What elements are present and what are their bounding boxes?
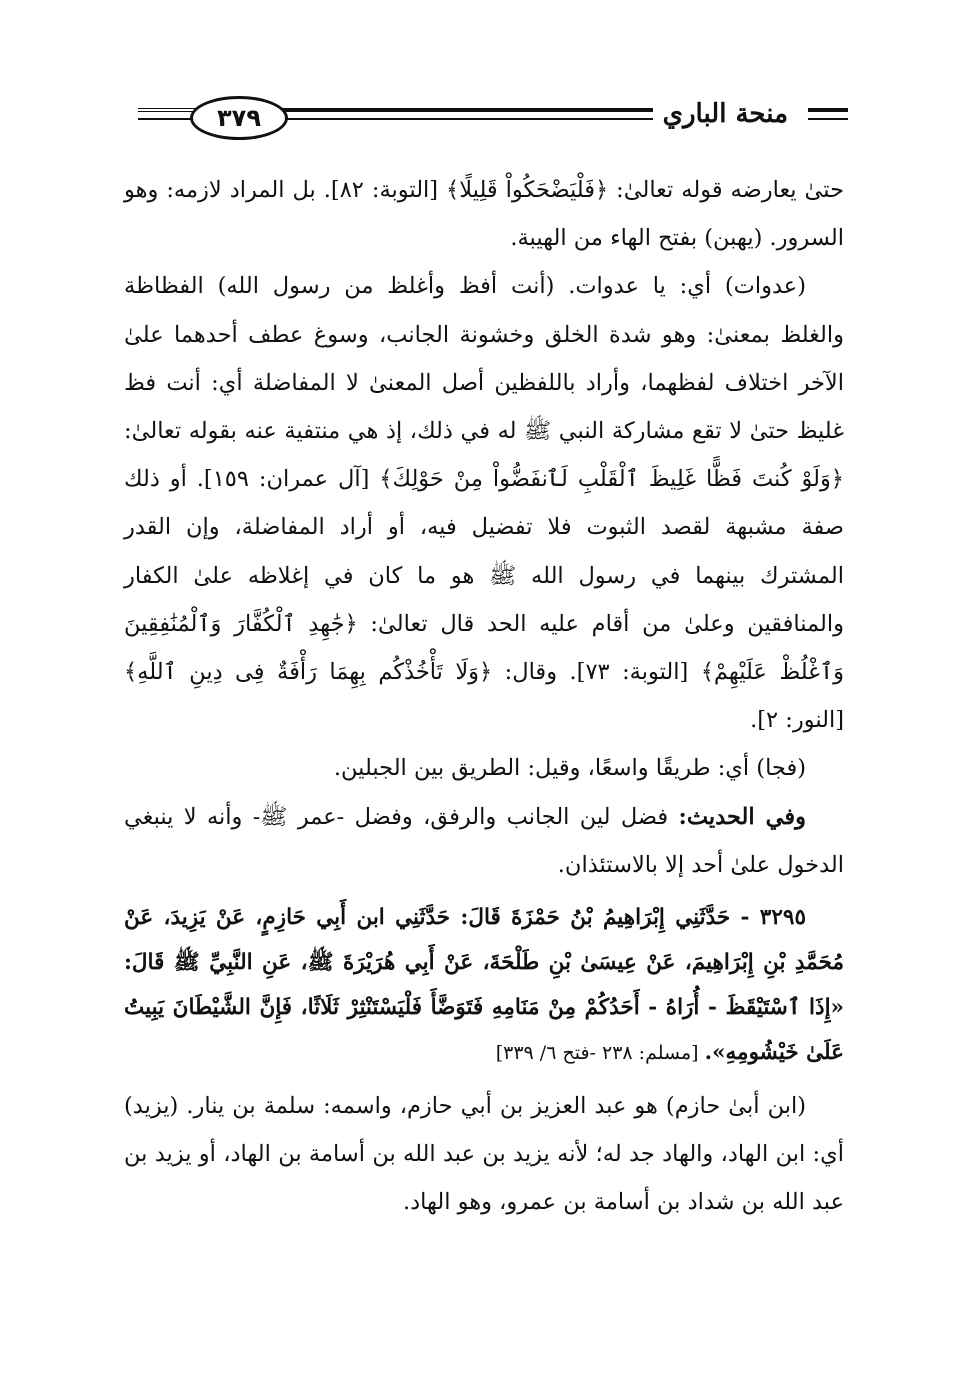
hadith-reference: [مسلم: ٢٣٨ -فتح ٦/ ٣٣٩]	[495, 1042, 705, 1065]
paragraph-fajja: (فجا) أي: طريقًا واسعًا، وقيل: الطريق بين الجبلين.	[333, 755, 806, 782]
paragraph-lead: وفي الحديث:	[678, 803, 807, 830]
page-body	[124, 166, 844, 1227]
page-number: ٣٧٩	[217, 104, 261, 132]
running-title: منحة الباري	[653, 94, 798, 134]
header-rule-right	[808, 108, 848, 112]
page-header	[128, 94, 848, 144]
paragraph-commentary: (ابن أبىٰ حازم) هو عبد العزيز بن أبي حازم، واسمه: سلمة بن ينار. (يزيد) أي: ابن الهاد، والهاد جد له؛ لأنه يزيد بن عبد الله بن أسامة بن الهاد، أو يزيد بن عبد الله بن شداد بن أسامة بن عمرو، وهو الهاد.	[124, 1093, 844, 1216]
paragraph-continuation: حتىٰ يعارضه قوله تعالىٰ: ﴿فَلْيَضْحَكُواْ قَلِيلًا﴾ [التوبة: ٨٢]. بل المراد لازمه: وهو السرور. (يهبن) بفتح الهاء من الهيبة.	[124, 177, 844, 252]
hadith-text	[124, 895, 844, 1076]
paragraph-wa-fil-hadith	[124, 793, 844, 889]
hadith-matn: ٣٢٩٥ - حَدَّثَنِي إِبْرَاهِيمُ بْنُ حَمْزَةَ قَالَ: حَدَّثَنِي ابن أَبِي حَازِمٍ، عَنْ يَزِيدَ، عَنْ مُحَمَّدِ بْنِ إِبْرَاهِيمَ، عَنْ عِيسَىٰ بْنِ طَلْحَةَ، عَنْ أَبِي هُرَيْرَةَ ﷺ، عَنِ النَّبِيِّ ﷺ قَالَ: «إِذَا ٱسْتَيْقَظَ - أُرَاهُ - أَحَدُكُمْ مِنْ مَنَامِهِ فَتَوَضَّأَ فَلْيَسْتَنْثِرْ ثَلَاثًا، فَإِنَّ الشَّيْطَانَ يَبِيتُ عَلَىٰ خَيْشُومِهِ».	[124, 905, 844, 1066]
page-number-badge	[190, 96, 288, 140]
paragraph-lead-body: فضل لين الجانب والرفق، وفضل -عمر ﷺ- وأنه لا ينبغي الدخول علىٰ أحد إلا بالاستئذان.	[124, 803, 844, 878]
paragraph-adawat: (عدوات) أي: يا عدوات. (أنت أفظ وأغلظ من رسول الله) الفظاظة والغلظ بمعنىٰ: وهو شدة الخلق وخشونة الجانب، وسوغ عطف أحدهما علىٰ الآخر اختلاف لفظهما، وأراد باللفظين أصل المعنىٰ لا المفاضلة أي: أنت فظ غليظ حتىٰ لا تقع مشاركة النبي ﷺ له في ذلك، إذ هي منتفية عنه بقوله تعالىٰ: ﴿وَلَوْ كُنتَ فَظًّا غَلِيظَ ٱلْقَلْبِ لَٱنفَضُّواْ مِنْ حَوْلِكَ﴾ [آل عمران: ١٥٩]. أو ذلك صفة مشبهة لقصد الثبوت فلا تفضيل فيه، أو أراد المفاضلة، وإن القدر المشترك بينهما في رسول الله ﷺ هو ما كان في إغلاظه علىٰ الكفار والمنافقين وعلىٰ من أقام عليه الحد قال تعالىٰ: ﴿جَٰهِدِ ٱلْكُفَّارَ وَٱلْمُنَٰفِقِينَ وَٱغْلُظْ عَلَيْهِمْ﴾ [التوبة: ٧٣]. وقال: ﴿وَلَا تَأْخُذْكُم بِهِمَا رَأْفَةٌ فِى دِينِ ٱللَّهِ﴾ [النور: ٢].	[124, 273, 844, 734]
header-rule-left	[138, 108, 198, 115]
